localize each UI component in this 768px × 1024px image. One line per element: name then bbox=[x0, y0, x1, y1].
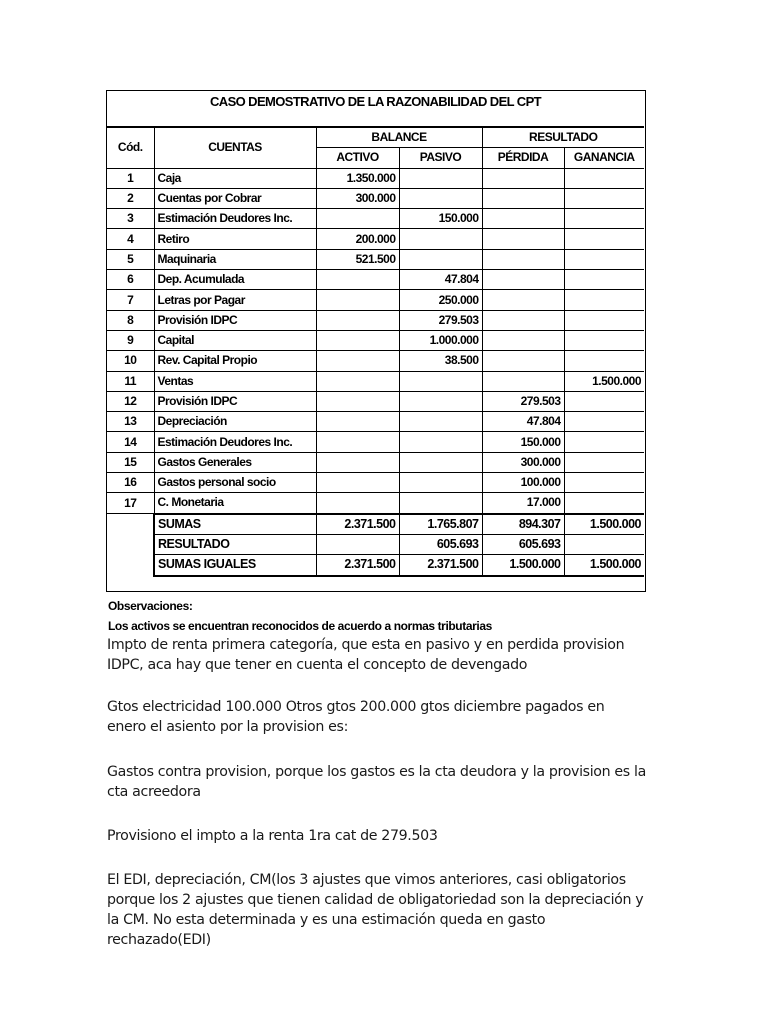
note-paragraph: Gastos contra provision, porque los gastos es la cta deudora y la provision es la cta acreedora bbox=[107, 764, 646, 800]
row-activo: 300.000 bbox=[316, 188, 399, 208]
row-perdida bbox=[482, 310, 564, 330]
table-row bbox=[107, 432, 644, 452]
row-pasivo bbox=[399, 432, 482, 452]
row-ganancia bbox=[564, 229, 644, 249]
row-pasivo bbox=[399, 452, 482, 472]
row-pasivo bbox=[399, 412, 482, 432]
row-activo: 1.350.000 bbox=[316, 168, 399, 188]
row-ganancia bbox=[564, 310, 644, 330]
title-box bbox=[107, 91, 644, 127]
row-activo bbox=[316, 330, 399, 350]
row-ganancia bbox=[564, 168, 644, 188]
row-cuenta: Caja bbox=[154, 168, 316, 188]
table-row bbox=[107, 351, 644, 371]
balance-table bbox=[107, 127, 644, 577]
row-ganancia bbox=[564, 493, 644, 514]
row-cuenta: Provisión IDPC bbox=[154, 310, 316, 330]
row-activo bbox=[316, 209, 399, 229]
row-cuenta: Maquinaria bbox=[154, 249, 316, 269]
row-pasivo: 38.500 bbox=[399, 351, 482, 371]
row-activo bbox=[316, 432, 399, 452]
observaciones-heading: Observaciones: bbox=[108, 599, 193, 613]
row-pasivo bbox=[399, 493, 482, 514]
row-ganancia bbox=[564, 452, 644, 472]
row-perdida: 300.000 bbox=[482, 452, 564, 472]
row-pasivo bbox=[399, 229, 482, 249]
row-code: 8 bbox=[107, 310, 154, 330]
row-perdida: 47.804 bbox=[482, 412, 564, 432]
row-cuenta: C. Monetaria bbox=[154, 493, 316, 514]
row-activo bbox=[316, 270, 399, 290]
row-cuenta: Dep. Acumulada bbox=[154, 270, 316, 290]
row-perdida: 100.000 bbox=[482, 473, 564, 493]
row-perdida bbox=[482, 371, 564, 391]
totals-row bbox=[107, 555, 644, 576]
note-paragraph: El EDI, depreciación, CM(los 3 ajustes que vimos anteriores, casi obligatorios porque los 2 ajustes que tienen calidad de obligatoriedad son la depreciación y la CM. No esta determinada y es una estimación queda en gasto rechazado(EDI) bbox=[107, 872, 644, 948]
totals-ganancia: 1.500.000 bbox=[564, 555, 644, 576]
row-pasivo: 47.804 bbox=[399, 270, 482, 290]
row-cuenta: Estimación Deudores Inc. bbox=[154, 209, 316, 229]
row-pasivo: 250.000 bbox=[399, 290, 482, 310]
row-code: 17 bbox=[107, 493, 154, 514]
row-cuenta: Provisión IDPC bbox=[154, 391, 316, 411]
row-pasivo bbox=[399, 168, 482, 188]
row-ganancia bbox=[564, 473, 644, 493]
totals-pasivo: 605.693 bbox=[399, 534, 482, 554]
row-cuenta: Retiro bbox=[154, 229, 316, 249]
table-title: CASO DEMOSTRATIVO DE LA RAZONABILIDAD DEL CPT bbox=[210, 94, 541, 109]
totals-perdida: 605.693 bbox=[482, 534, 564, 554]
row-ganancia bbox=[564, 351, 644, 371]
row-activo: 521.500 bbox=[316, 249, 399, 269]
note-paragraph: Gtos electricidad 100.000 Otros gtos 200.000 gtos diciembre pagados en enero el asiento por la provision es: bbox=[107, 699, 605, 735]
row-ganancia bbox=[564, 249, 644, 269]
row-pasivo bbox=[399, 391, 482, 411]
row-code: 16 bbox=[107, 473, 154, 493]
row-cuenta: Ventas bbox=[154, 371, 316, 391]
row-ganancia bbox=[564, 188, 644, 208]
row-activo bbox=[316, 493, 399, 514]
table-row bbox=[107, 473, 644, 493]
row-perdida: 279.503 bbox=[482, 391, 564, 411]
row-cuenta: Gastos Generales bbox=[154, 452, 316, 472]
row-perdida bbox=[482, 290, 564, 310]
totals-ganancia bbox=[564, 534, 644, 554]
row-perdida bbox=[482, 249, 564, 269]
row-activo bbox=[316, 391, 399, 411]
observaciones bbox=[108, 597, 492, 637]
row-cuenta: Gastos personal socio bbox=[154, 473, 316, 493]
row-perdida bbox=[482, 209, 564, 229]
row-code: 15 bbox=[107, 452, 154, 472]
row-pasivo: 1.000.000 bbox=[399, 330, 482, 350]
totals-label: SUMAS IGUALES bbox=[154, 555, 316, 576]
totals-pasivo: 1.765.807 bbox=[399, 514, 482, 535]
row-pasivo: 150.000 bbox=[399, 209, 482, 229]
header-resultado: RESULTADO bbox=[482, 128, 644, 148]
row-cuenta: Capital bbox=[154, 330, 316, 350]
row-cuenta: Cuentas por Cobrar bbox=[154, 188, 316, 208]
row-perdida bbox=[482, 270, 564, 290]
header-cuentas: CUENTAS bbox=[154, 128, 316, 169]
row-ganancia bbox=[564, 209, 644, 229]
row-perdida bbox=[482, 168, 564, 188]
row-activo bbox=[316, 412, 399, 432]
row-activo bbox=[316, 290, 399, 310]
totals-activo: 2.371.500 bbox=[316, 555, 399, 576]
totals-empty-code bbox=[107, 534, 154, 554]
header-cod: Cód. bbox=[107, 128, 154, 169]
row-activo bbox=[316, 452, 399, 472]
row-code: 10 bbox=[107, 351, 154, 371]
row-cuenta: Estimación Deudores Inc. bbox=[154, 432, 316, 452]
table-row bbox=[107, 270, 644, 290]
row-code: 3 bbox=[107, 209, 154, 229]
totals-ganancia: 1.500.000 bbox=[564, 514, 644, 535]
row-perdida: 17.000 bbox=[482, 493, 564, 514]
row-perdida bbox=[482, 188, 564, 208]
row-cuenta: Depreciación bbox=[154, 412, 316, 432]
row-perdida bbox=[482, 229, 564, 249]
row-ganancia bbox=[564, 412, 644, 432]
header-balance: BALANCE bbox=[316, 128, 482, 148]
table-row bbox=[107, 310, 644, 330]
row-activo: 200.000 bbox=[316, 229, 399, 249]
totals-row bbox=[107, 514, 644, 535]
row-code: 9 bbox=[107, 330, 154, 350]
row-pasivo bbox=[399, 249, 482, 269]
row-activo bbox=[316, 371, 399, 391]
row-ganancia bbox=[564, 432, 644, 452]
table-frame bbox=[106, 90, 646, 592]
note-paragraph: Impto de renta primera categoría, que esta en pasivo y en perdida provision IDPC, aca hay que tener en cuenta el concepto de devengado bbox=[107, 637, 625, 673]
row-code: 4 bbox=[107, 229, 154, 249]
totals-perdida: 894.307 bbox=[482, 514, 564, 535]
table-row bbox=[107, 249, 644, 269]
table-row bbox=[107, 188, 644, 208]
table-row bbox=[107, 330, 644, 350]
row-cuenta: Rev. Capital Propio bbox=[154, 351, 316, 371]
table-row bbox=[107, 290, 644, 310]
row-ganancia bbox=[564, 391, 644, 411]
row-perdida bbox=[482, 330, 564, 350]
row-pasivo bbox=[399, 188, 482, 208]
row-code: 5 bbox=[107, 249, 154, 269]
observaciones-line: Los activos se encuentran reconocidos de acuerdo a normas tributarias bbox=[108, 619, 492, 633]
header-perdida: PÉRDIDA bbox=[482, 148, 564, 168]
table-row bbox=[107, 391, 644, 411]
row-code: 11 bbox=[107, 371, 154, 391]
table-row bbox=[107, 229, 644, 249]
row-ganancia bbox=[564, 270, 644, 290]
row-pasivo bbox=[399, 473, 482, 493]
totals-row bbox=[107, 534, 644, 554]
totals-activo bbox=[316, 534, 399, 554]
header-pasivo: PASIVO bbox=[399, 148, 482, 168]
row-activo bbox=[316, 351, 399, 371]
row-ganancia bbox=[564, 290, 644, 310]
totals-empty-code bbox=[107, 514, 154, 535]
totals-pasivo: 2.371.500 bbox=[399, 555, 482, 576]
note-paragraph: Provisiono el impto a la renta 1ra cat de 279.503 bbox=[107, 828, 438, 844]
row-code: 12 bbox=[107, 391, 154, 411]
row-code: 6 bbox=[107, 270, 154, 290]
row-ganancia: 1.500.000 bbox=[564, 371, 644, 391]
row-code: 13 bbox=[107, 412, 154, 432]
totals-activo: 2.371.500 bbox=[316, 514, 399, 535]
row-ganancia bbox=[564, 330, 644, 350]
totals-label: SUMAS bbox=[154, 514, 316, 535]
row-perdida bbox=[482, 351, 564, 371]
row-perdida: 150.000 bbox=[482, 432, 564, 452]
header-ganancia: GANANCIA bbox=[564, 148, 644, 168]
row-code: 7 bbox=[107, 290, 154, 310]
row-code: 1 bbox=[107, 168, 154, 188]
row-activo bbox=[316, 310, 399, 330]
table-row bbox=[107, 168, 644, 188]
header-activo: ACTIVO bbox=[316, 148, 399, 168]
row-cuenta: Letras por Pagar bbox=[154, 290, 316, 310]
totals-perdida: 1.500.000 bbox=[482, 555, 564, 576]
row-code: 14 bbox=[107, 432, 154, 452]
table-row bbox=[107, 209, 644, 229]
row-pasivo bbox=[399, 371, 482, 391]
row-pasivo: 279.503 bbox=[399, 310, 482, 330]
table-row bbox=[107, 452, 644, 472]
table-row bbox=[107, 371, 644, 391]
totals-label: RESULTADO bbox=[154, 534, 316, 554]
table-row bbox=[107, 493, 644, 514]
totals-empty-code bbox=[107, 555, 154, 576]
row-activo bbox=[316, 473, 399, 493]
table-row bbox=[107, 412, 644, 432]
row-code: 2 bbox=[107, 188, 154, 208]
